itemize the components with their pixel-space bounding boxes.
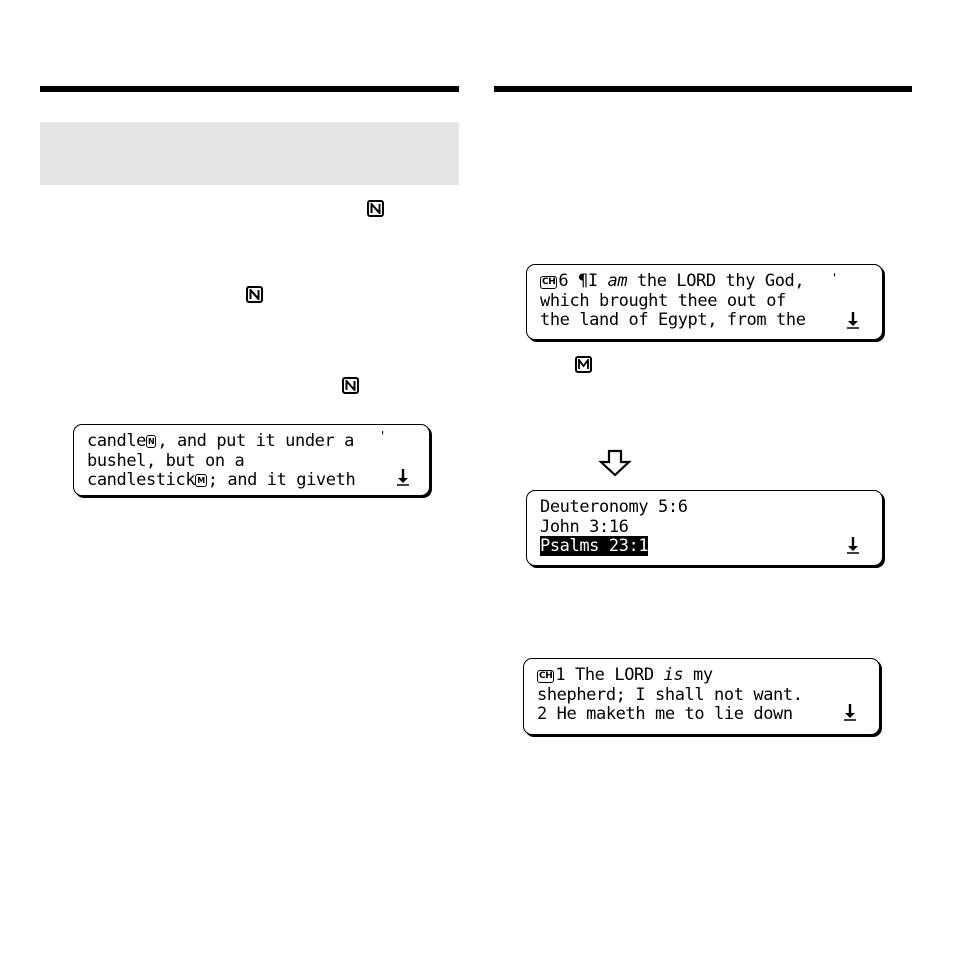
bookmark-label: John 3:16 bbox=[540, 516, 629, 537]
n-key-icon-2 bbox=[246, 286, 263, 303]
lcd-text: candlestick bbox=[87, 470, 196, 490]
left-lcd-screen bbox=[73, 424, 430, 496]
chapter-marker-icon: CH bbox=[539, 671, 553, 681]
lcd-line bbox=[540, 272, 870, 292]
left-lcd-quote-mark: ' bbox=[379, 429, 387, 443]
bookmark-item-selected[interactable] bbox=[540, 537, 870, 557]
lcd-text: , and put it under a bbox=[157, 431, 355, 451]
note-marker-icon: N bbox=[148, 437, 155, 446]
lcd-line bbox=[87, 452, 417, 472]
lcd-text: 6 ¶I bbox=[558, 271, 608, 291]
bookmark-item[interactable] bbox=[540, 498, 870, 518]
lcd-text: is bbox=[663, 665, 684, 685]
verse-lcd-quote-mark: ' bbox=[831, 271, 839, 285]
verse-lcd-screen bbox=[526, 264, 883, 340]
psalm-lcd-screen bbox=[523, 658, 880, 735]
note-marker-icon: M bbox=[197, 476, 205, 485]
m-key-icon bbox=[575, 356, 592, 373]
lcd-line bbox=[540, 311, 870, 331]
bookmarks-lcd-screen bbox=[526, 490, 883, 566]
left-scroll-down-arrow-icon bbox=[396, 468, 410, 486]
n-key-icon-1 bbox=[367, 200, 384, 217]
lcd-text: candle bbox=[87, 431, 147, 451]
lcd-text: 1 The LORD bbox=[555, 665, 664, 685]
n-key-icon-3 bbox=[342, 377, 359, 394]
lcd-line bbox=[87, 429, 417, 452]
chapter-marker-icon: CH bbox=[542, 277, 556, 287]
bookmark-label: Deuteronomy 5:6 bbox=[540, 497, 688, 517]
lcd-line bbox=[537, 666, 867, 686]
left-top-rule bbox=[40, 86, 459, 92]
lcd-text: the LORD thy God, bbox=[627, 271, 805, 291]
lcd-text: am bbox=[607, 271, 628, 291]
lcd-text: bushel, but on a bbox=[87, 450, 245, 471]
bookmark-item[interactable] bbox=[540, 518, 870, 538]
psalm-scroll-down-arrow-icon bbox=[843, 703, 857, 721]
lcd-line bbox=[540, 292, 870, 312]
lcd-text: 2 He maketh me to lie down bbox=[537, 704, 793, 724]
bookmark-label: Psalms 23:1 bbox=[540, 536, 649, 556]
lcd-line bbox=[537, 705, 867, 725]
lcd-text: the land of Egypt, from the bbox=[540, 310, 806, 330]
lcd-text: ; and it giveth bbox=[207, 470, 356, 490]
lcd-text: shepherd; I shall not want. bbox=[537, 684, 803, 705]
lcd-line bbox=[537, 686, 867, 706]
lcd-text: my bbox=[683, 665, 713, 685]
right-top-rule bbox=[494, 86, 912, 92]
hollow-down-arrow-icon bbox=[598, 449, 632, 477]
lcd-line bbox=[87, 471, 417, 491]
left-heading-shade bbox=[40, 122, 459, 185]
lcd-text: which brought thee out of bbox=[540, 290, 786, 311]
bookmarks-scroll-down-arrow-icon bbox=[846, 536, 860, 554]
verse-scroll-down-arrow-icon bbox=[846, 311, 860, 329]
